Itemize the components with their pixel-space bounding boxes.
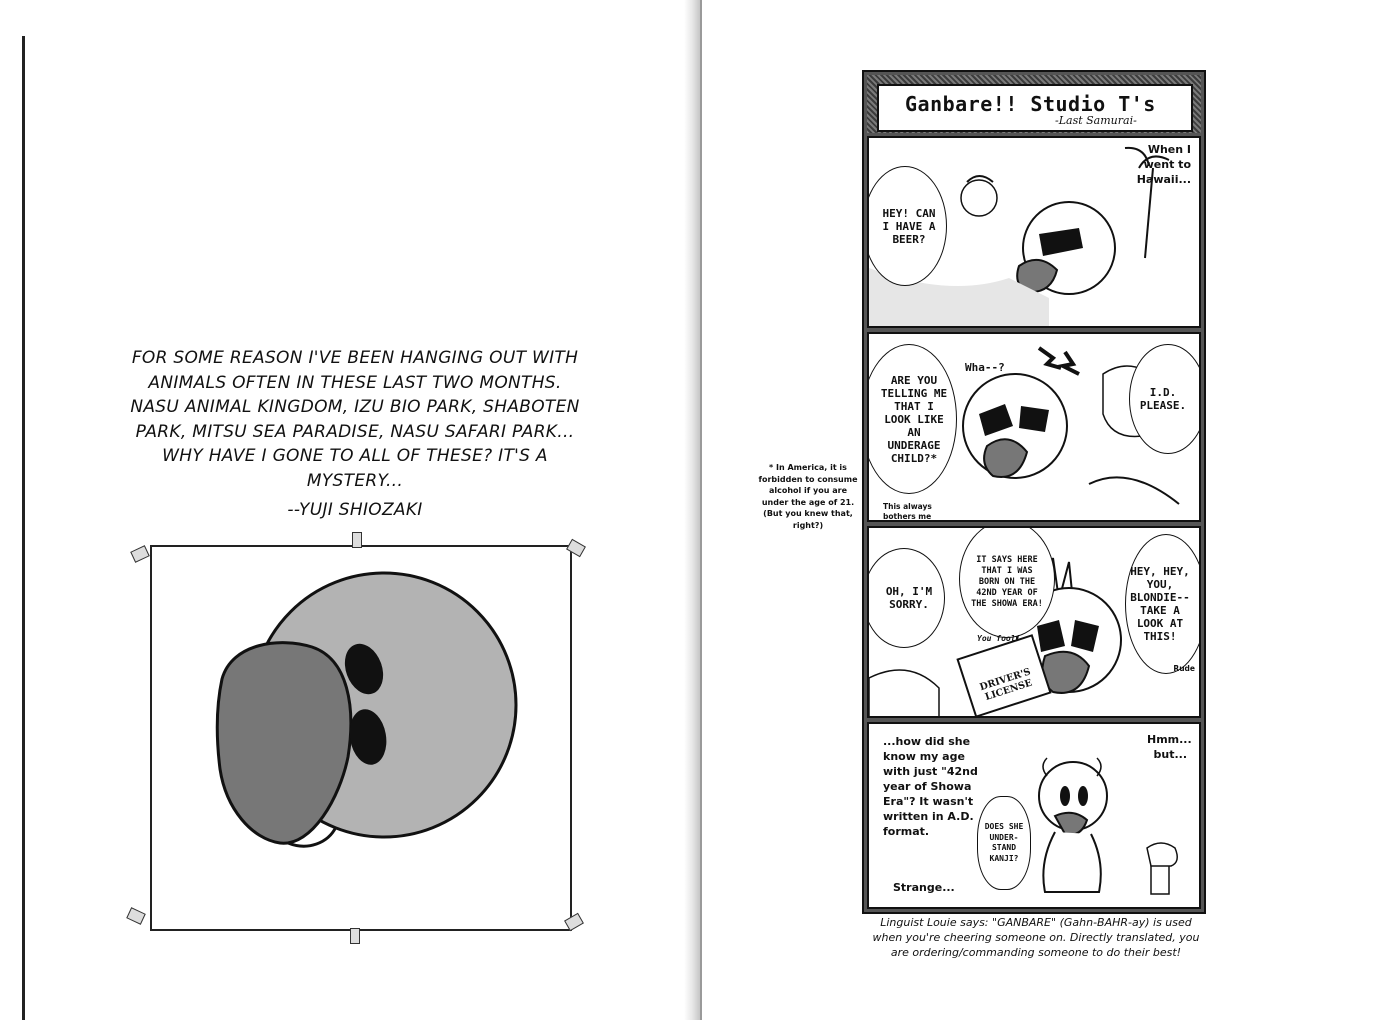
left-page-edge: [22, 36, 25, 1020]
panel-2-note: This always bothers me: [883, 502, 932, 521]
panel-3-you-fool: You fool!: [977, 634, 1021, 643]
side-footnote: * In America, it is forbidden to consume alcohol if you are under the age of 21. (But you knew that, right?): [758, 463, 858, 530]
strip-subtitle: -Last Samurai-: [1055, 114, 1137, 127]
panel-4: [867, 722, 1201, 909]
gutter-line: [700, 0, 702, 1020]
panel-2-exclaim: Wha--?: [965, 361, 1005, 374]
tape-top-left: [130, 545, 150, 563]
comic-strip: [862, 70, 1206, 914]
author-note-text: FOR SOME REASON I'VE BEEN HANGING OUT WITH ANIMALS OFTEN IN THESE LAST TWO MONTHS. NASU ANIMAL KINGDOM, IZU BIO PARK, SHABOTEN PARK, MITSU SEA PARADISE, NASU SAFARI PARK... WHY HAVE I GONE TO ALL OF THESE? IT'S A MYSTERY...: [130, 348, 580, 491]
character-drawing: [152, 547, 570, 929]
title-band: [867, 75, 1201, 133]
panel-2-left-bubble: ARE YOU TELLING ME THAT I LOOK LIKE AN UNDERAGE CHILD?*: [867, 344, 957, 494]
author-signature: --YUJI SHIOZAKI: [287, 499, 423, 520]
panel-4-right-narration: Hmm... but...: [1147, 733, 1192, 761]
panel-2: [867, 332, 1201, 522]
panel-4-narration: ...how did she know my age with just "42nd year of Showa Era"? It wasn't written in A.D. format.: [883, 735, 978, 838]
panel-1-speech-bubble: HEY! CAN I HAVE A BEER?: [867, 166, 947, 286]
panel-3-rude: Rude: [1173, 664, 1195, 673]
title-box: [877, 84, 1193, 132]
panel-1-narration: When I went to Hawaii...: [1136, 143, 1191, 186]
panel-4-strange: Strange...: [893, 881, 955, 894]
panel-4-thought-bubble: DOES SHE UNDER-STAND KANJI?: [977, 796, 1031, 890]
linguist-note: Linguist Louie says: "GANBARE" (Gahn-BAHR-ay) is used when you're cheering someone on. Directly translated, you are ordering/commanding someone to do their best!: [872, 916, 1200, 959]
tape-bottom-center: [350, 928, 360, 944]
panel-2-right-bubble: I.D. PLEASE.: [1129, 344, 1201, 454]
strip-title: Ganbare!! Studio T's: [905, 92, 1156, 116]
panel-3-middle-text: IT SAYS HERE THAT I WAS BORN ON THE 42ND YEAR OF THE SHOWA ERA!: [971, 554, 1043, 609]
tape-top-center: [352, 532, 362, 548]
panel-1: [867, 136, 1201, 328]
panel-3-left-bubble: OH, I'M SORRY.: [867, 548, 945, 648]
panel-3-right-bubble: HEY, HEY, YOU, BLONDIE-- TAKE A LOOK AT THIS!: [1125, 534, 1201, 674]
author-note: [130, 346, 580, 522]
character-sketch: [150, 545, 572, 931]
panel-3: [867, 526, 1201, 718]
panel-3-license-text: DRIVER'S LICENSE: [978, 666, 1034, 703]
tape-bottom-left: [126, 907, 146, 925]
